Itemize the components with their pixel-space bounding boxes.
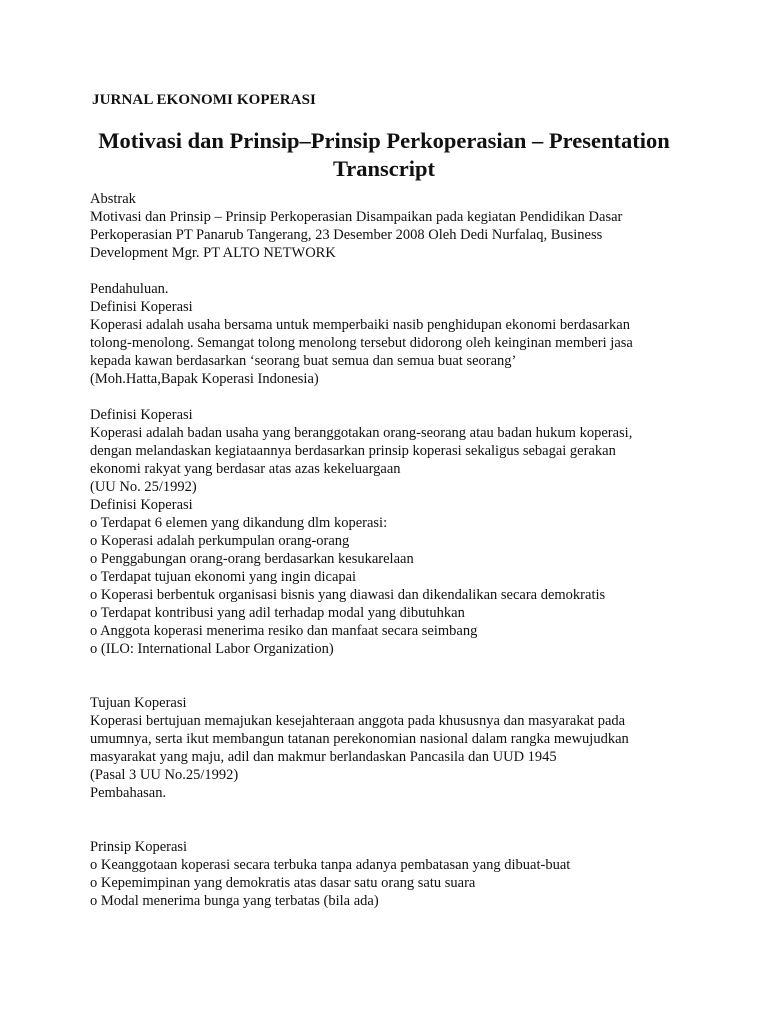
definisi-citation: (UU No. 25/1992) xyxy=(90,479,197,495)
tujuan-section xyxy=(90,694,730,802)
tujuan-citation: (Pasal 3 UU No.25/1992) xyxy=(90,767,239,783)
list-item: o Terdapat 6 elemen yang dikandung dlm koperasi: xyxy=(90,515,388,531)
list-item: o Kepemimpinan yang demokratis atas dasar satu orang satu suara xyxy=(90,875,476,891)
definisi-line: dengan melandaskan kegiataannya berdasarkan prinsip koperasi sekaligus sebagai gerakan xyxy=(90,443,616,459)
list-item: o Koperasi berbentuk organisasi bisnis yang diawasi dan dikendalikan secara demokratis xyxy=(90,587,606,603)
abstract-line: Motivasi dan Prinsip – Prinsip Perkoperasian Disampaikan pada kegiatan Pendidikan Dasar xyxy=(90,209,623,225)
tujuan-line: masyarakat yang maju, adil dan makmur berlandaskan Pancasila dan UUD 1945 xyxy=(90,749,557,765)
definisi-line: kepada kawan berdasarkan ‘seorang buat semua dan semua buat seorang’ xyxy=(90,353,517,369)
list-item: o (ILO: International Labor Organization) xyxy=(90,641,334,657)
list-item: o Koperasi adalah perkumpulan orang-orang xyxy=(90,533,350,549)
definisi-line: Koperasi adalah usaha bersama untuk memperbaiki nasib penghidupan ekonomi berdasarkan xyxy=(90,317,630,333)
prinsip-section xyxy=(90,838,730,910)
definisi-line: tolong-menolong. Semangat tolong menolong tersebut didorong oleh keinginan memberi jasa xyxy=(90,335,633,351)
definisi-line: Koperasi adalah badan usaha yang beranggotakan orang-seorang atau badan hukum koperasi, xyxy=(90,425,633,441)
definisi-section-2 xyxy=(90,406,730,496)
document-title-line-2: Transcript xyxy=(332,156,436,181)
abstract-line: Development Mgr. PT ALTO NETWORK xyxy=(90,245,336,261)
list-item: o Modal menerima bunga yang terbatas (bila ada) xyxy=(90,893,379,909)
pembahasan-heading: Pembahasan. xyxy=(90,785,167,801)
abstract-heading: Abstrak xyxy=(90,191,136,207)
definisi-heading: Definisi Koperasi xyxy=(90,407,193,423)
list-item: o Terdapat tujuan ekonomi yang ingin dicapai xyxy=(90,569,357,585)
document-body xyxy=(90,190,730,910)
list-item: o Keanggotaan koperasi secara terbuka tanpa adanya pembatasan yang dibuat-buat xyxy=(90,857,571,873)
list-item: o Anggota koperasi menerima resiko dan manfaat secara seimbang xyxy=(90,623,478,639)
list-item: o Terdapat kontribusi yang adil terhadap modal yang dibutuhkan xyxy=(90,605,465,621)
definisi-line: ekonomi rakyat yang berdasar atas azas kekeluargaan xyxy=(90,461,401,477)
list-item: o Penggabungan orang-orang berdasarkan kesukarelaan xyxy=(90,551,414,567)
definisi-heading: Definisi Koperasi xyxy=(90,299,193,315)
tujuan-heading: Tujuan Koperasi xyxy=(90,695,187,711)
tujuan-line: umumnya, serta ikut membangun tatanan perekonomian nasional dalam rangka mewujudkan xyxy=(90,731,629,747)
journal-name: JURNAL EKONOMI KOPERASI xyxy=(92,92,316,108)
definisi-heading: Definisi Koperasi xyxy=(90,497,193,513)
document-title-line-1: Motivasi dan Prinsip–Prinsip Perkoperasian – Presentation xyxy=(98,128,670,153)
tujuan-line: Koperasi bertujuan memajukan kesejahteraan anggota pada khususnya dan masyarakat pada xyxy=(90,713,626,729)
definisi-citation: (Moh.Hatta,Bapak Koperasi Indonesia) xyxy=(90,371,319,387)
pendahuluan-heading: Pendahuluan. xyxy=(90,281,169,297)
prinsip-heading: Prinsip Koperasi xyxy=(90,839,188,855)
abstract-line: Perkoperasian PT Panarub Tangerang, 23 Desember 2008 Oleh Dedi Nurfalaq, Business xyxy=(90,227,603,243)
document-title xyxy=(40,127,728,183)
definisi-section-3 xyxy=(90,496,730,658)
pendahuluan-section xyxy=(90,280,730,388)
abstract-section xyxy=(90,190,730,262)
